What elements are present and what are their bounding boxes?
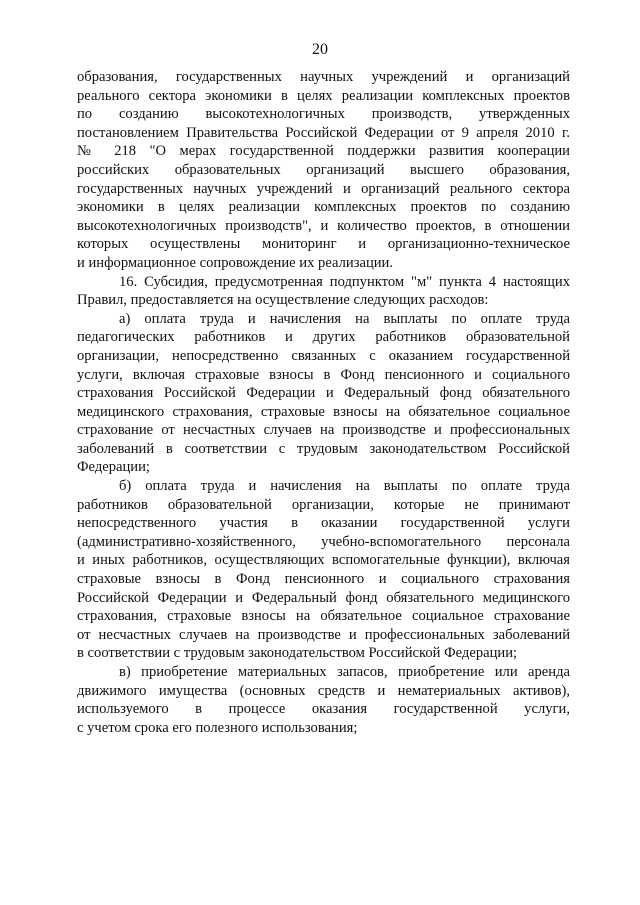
text-line: медицинского страхования, страховые взносы на обязательное социальное [77,403,570,420]
text-line: страхования, страховые взносы на обязательное социальное страхование [77,608,570,625]
text-line: услуги, включая страховые взносы в Фонд пенсионного и социального [77,366,570,383]
text-line: в) приобретение материальных запасов, приобретение или аренда [119,664,570,680]
text-line: с учетом срока его полезного использования; [77,719,358,736]
text-line: работников образовательной организации, которые не принимают [77,496,570,513]
text-line: Федерации; [77,459,150,476]
text-line: непосредственного участия в оказании государственной услуги [77,515,570,532]
text-line: и иных работников, осуществляющих вспомогательные функции), включая [77,552,570,569]
page-number: 20 [312,41,328,58]
text-line: используемого в процессе оказания государственной услуги, [77,701,570,718]
text-line: государственных научных учреждений и организаций реального сектора [77,180,570,197]
text-line: образования, государственных научных учреждений и организаций [77,69,570,85]
text-line: от несчастных случаев на производстве и профессиональных заболеваний [77,626,570,643]
text-line: экономики в целях реализации комплексных проектов по созданию [77,199,570,216]
text-line: реального сектора экономики в целях реализации комплексных проектов [77,87,570,104]
text-line: российских образовательных организаций высшего образования, [77,161,570,178]
text-line: б) оплата труда и начисления на выплаты по оплате труда [119,478,570,495]
text-line: движимого имущества (основных средств и нематериальных активов), [77,682,570,699]
document-body [77,68,570,737]
text-line: которых осуществлены мониторинг и организационно-техническое [77,236,570,253]
text-line: страхование от несчастных случаев на производстве и профессиональных [77,422,570,439]
text-line: и информационное сопровождение их реализации. [77,254,394,271]
text-line: а) оплата труда и начисления на выплаты по оплате труда [119,310,570,327]
text-line: педагогических работников и других работников образовательной [77,329,570,346]
text-line: заболеваний в соответствии с трудовым законодательством Российской [77,440,570,457]
text-line: страхования Российской Федерации и Федеральный фонд обязательного [77,385,570,402]
text-line: постановлением Правительства Российской Федерации от 9 апреля 2010 г. [77,124,570,141]
text-line: 16. Субсидия, предусмотренная подпунктом "м" пункта 4 настоящих [119,273,570,290]
text-line: Правил, предоставляется на осуществление следующих расходов: [77,292,489,309]
text-line: страховые взносы в Фонд пенсионного и социального страхования [77,571,570,588]
text-line: высокотехнологичных производств", и количество проектов, в отношении [77,217,570,234]
text-line: в соответствии с трудовым законодательством Российской Федерации; [77,645,518,662]
text-line: Российской Федерации и Федеральный фонд обязательного медицинского [77,589,570,606]
text-line: по созданию высокотехнологичных производств, утвержденных [77,106,570,123]
text-line: (административно-хозяйственного, учебно-вспомогательного персонала [77,533,570,550]
text-line: организации, непосредственно связанных с оказанием государственной [77,347,570,364]
text-line: № 218 "О мерах государственной поддержки развития кооперации [77,143,570,160]
